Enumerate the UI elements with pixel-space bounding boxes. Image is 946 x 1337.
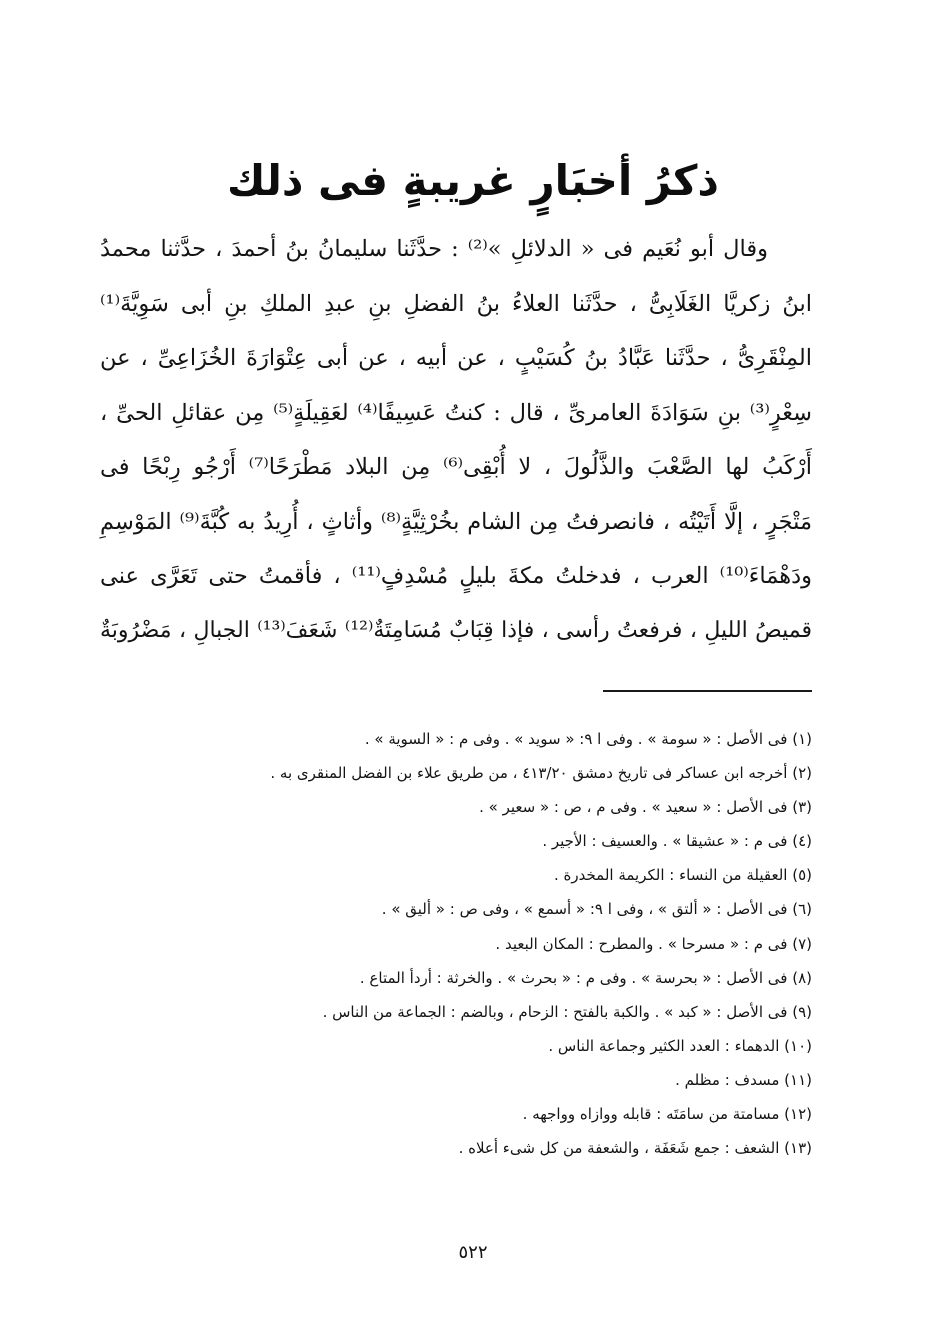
- footnote: (١٠) الدهماء : العدد الكثير وجماعة الناس .: [548, 1036, 812, 1055]
- text-line: وقال أبو نُعَيم فى « الدلائلِ »⁽²⁾ : حدَّثَنا سليمانُ بنُ أحمدَ ، حدَّثنا محمدُ: [100, 236, 769, 262]
- footnote: (٦) فى الأصل : « ألتق » ، وفى ا ٩: « أسمع » ، وفى ص : « أليق » .: [381, 900, 812, 919]
- text-line: سِعْرٍ⁽³⁾ بنِ سَوَادَةَ العامرىِّ ، قال : كنتُ عَسِيفًا⁽⁴⁾ لعَقِيلَةٍ⁽⁵⁾ مِن عقائلِ الحىِّ ،: [100, 399, 812, 426]
- footnote-separator: [603, 690, 812, 692]
- footnote: (٢) أخرجه ابن عساكر فى تاريخ دمشق ٤١٣/٢٠ ، من طريق علاء بن الفضل المنقرى به .: [270, 764, 812, 783]
- main-text: [100, 222, 812, 658]
- footnote: (٨) فى الأصل : « بحرسة » . وفى م : « بحرث » . والخرثة : أردأ المتاع .: [359, 968, 812, 987]
- text-line: أَرْكَبُ لها الصَّعْبَ والذَّلُولَ ، لا أُبْقِى⁽⁶⁾ مِن البلاد مَطْرَحًا⁽⁷⁾ أَرْجُو رِبْحًا فى: [100, 454, 812, 480]
- footnote: (١١) مسدف : مظلم .: [675, 1070, 812, 1089]
- footnote: (٤) فى م : « عشيقا » . والعسيف : الأجير .: [542, 832, 812, 851]
- text-line: مَتْجَرٍ ، إلَّا أَتَيْتُه ، فانصرفتُ مِن الشام بخُرْثِيَّةٍ⁽⁸⁾ وأثاثٍ ، أُرِيدُ به كُبَّةَ⁽⁹⁾ المَوْسِمِ: [100, 508, 812, 535]
- footnote: (١٣) الشعف : جمع شَعَفَة ، والشعفة من كل شىء أعلاه .: [458, 1139, 812, 1158]
- footnotes: [100, 722, 812, 1165]
- text-line: المِنْقَرِىُّ ، حدَّثَنا عَبَّادُ بنُ كُسَيْبٍ ، عن أبيه ، عن أبى عِتْوَارَةَ الخُزَاعِىِّ ، عن: [100, 345, 812, 371]
- page-number: ٥٢٢: [458, 1242, 488, 1263]
- text-line: ودَهْمَاءَ⁽¹⁰⁾ العرب ، فدخلتُ مكةَ بليلٍ مُسْدِفٍ⁽¹¹⁾ ، فأقمتُ حتى تَعَرَّى عنى: [100, 563, 812, 589]
- footnote: (١) فى الأصل : « سومة » . وفى ا ٩: « سويد » . وفى م : « السوية » .: [364, 730, 812, 748]
- footnote: (٧) فى م : « مسرحا » . والمطرح : المكان البعيد .: [495, 934, 812, 953]
- footnote: (١٢) مسامتة من سامَتَه : قابله ووازاه وواجهه .: [522, 1105, 812, 1124]
- footnote: (٣) فى الأصل : « سعيد » . وفى م ، ص : « سعير » .: [479, 798, 812, 817]
- footnote: (٥) العقيلة من النساء : الكريمة المخدرة .: [553, 866, 812, 885]
- text-line: قميصُ الليلِ ، فرفعتُ رأسى ، فإذا قِبَابٌ مُسَامِتَةٌ⁽¹²⁾ شَعَفَ⁽¹³⁾ الجبالِ ، مَضْرُوبَةٌ: [100, 617, 812, 643]
- text-line: ابنُ زكريَّا الغَلَابِىُّ ، حدَّثَنا العلاءُ بنُ الفضلِ بنِ عبدِ الملكِ بنِ أبى سَوِيَّةَ⁽¹⁾: [100, 290, 812, 317]
- chapter-title: ذكرُ أخبَارٍ غريبةٍ فى ذلك: [227, 156, 719, 206]
- footnote: (٩) فى الأصل : « كبد » . والكبة بالفتح : الزحام ، وبالضم : الجماعة من الناس .: [322, 1002, 812, 1021]
